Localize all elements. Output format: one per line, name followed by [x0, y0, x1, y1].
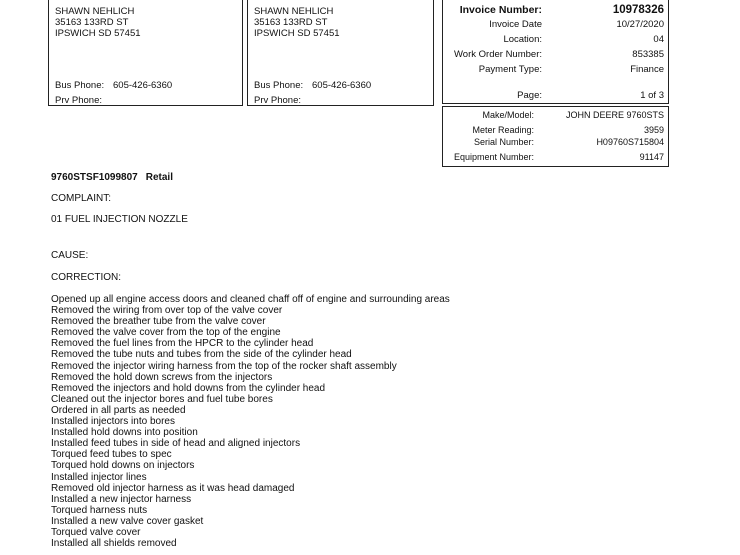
invoice-date-row	[443, 19, 668, 32]
correction-step: Installed injectors into bores	[51, 416, 175, 428]
payment-type-row	[443, 64, 668, 77]
work-order-label: Work Order Number:	[454, 49, 542, 60]
invoice-number-row	[443, 4, 668, 17]
correction-steps-list	[51, 294, 450, 549]
cause-label: CAUSE:	[51, 250, 89, 261]
correction-step: Removed the wiring from over top of the valve cover	[51, 305, 283, 317]
correction-step: Removed the injectors and hold downs from the cylinder head	[51, 382, 326, 394]
correction-step: Torqued harness nuts	[51, 504, 148, 516]
equipment-number-label: Equipment Number:	[453, 152, 534, 162]
correction-step: Torqued valve cover	[51, 526, 141, 538]
bus-phone-value: 605-426-6360	[312, 80, 372, 91]
correction-step: Removed the tube nuts and tubes from the side of the cylinder head	[51, 349, 352, 361]
invoice-number-value: 10978326	[612, 4, 664, 16]
bus-phone-label: Bus Phone:	[55, 80, 105, 91]
meter-reading-label: Meter Reading:	[472, 125, 534, 135]
serial-number-value: H09760S715804	[596, 137, 664, 147]
equipment-number-value: 91147	[639, 152, 664, 162]
correction-step: Removed the valve cover from the top of the engine	[51, 327, 281, 339]
bus-phone-value: 605-426-6360	[113, 80, 173, 91]
job-header	[51, 172, 181, 183]
page-value: 1 of 3	[640, 90, 664, 101]
correction-step: Installed hold downs into position	[51, 427, 198, 439]
equipment-info-box	[442, 106, 669, 167]
invoice-date-label: Invoice Date	[489, 19, 542, 30]
ship-to-city: IPSWICH SD 57451	[254, 28, 340, 39]
correction-step: Removed old injector harness as it was head damaged	[51, 482, 295, 494]
work-order-value: 853385	[632, 49, 664, 60]
invoice-date-value: 10/27/2020	[616, 19, 664, 30]
correction-step: Removed the injector wiring harness from the top of the rocker shaft assembly	[51, 360, 397, 372]
correction-step: Removed the hold down screws from the injectors	[51, 371, 273, 383]
make-model-row	[443, 110, 668, 123]
work-order-row	[443, 49, 668, 62]
invoice-info-box	[442, 0, 669, 104]
ship-to-street: 35163 133RD ST	[254, 17, 328, 28]
make-model-value: JOHN DEERE 9760STS	[565, 110, 664, 120]
correction-step: Torqued hold downs on injectors	[51, 460, 195, 472]
payment-type-value: Finance	[630, 64, 664, 75]
correction-step: Opened up all engine access doors and cleaned chaff off of engine and surrounding areas	[51, 294, 450, 305]
correction-step: Installed feed tubes in side of head and aligned injectors	[51, 438, 301, 450]
correction-step: Ordered in all parts as needed	[51, 404, 186, 416]
correction-step: Removed the breather tube from the valve cover	[51, 316, 266, 328]
prv-phone-label: Prv Phone:	[55, 95, 102, 106]
job-type: Retail	[145, 172, 173, 183]
complaint-item: 01 FUEL INJECTION NOZZLE	[51, 214, 188, 225]
payment-type-label: Payment Type:	[478, 64, 542, 75]
bill-to-box	[48, 0, 243, 106]
page-row	[443, 90, 668, 103]
bill-to-bus-phone	[55, 80, 173, 91]
meter-reading-value: 3959	[643, 125, 664, 135]
location-row	[443, 34, 668, 47]
correction-step: Installed injector lines	[51, 471, 147, 483]
ship-to-box	[247, 0, 434, 106]
equipment-number-row	[443, 152, 668, 165]
bill-to-address	[55, 6, 141, 39]
location-label: Location:	[503, 34, 542, 45]
bus-phone-label: Bus Phone:	[254, 80, 304, 91]
serial-number-label: Serial Number:	[473, 137, 534, 147]
bill-to-city: IPSWICH SD 57451	[55, 28, 141, 39]
correction-step: Removed the fuel lines from the HPCR to the cylinder head	[51, 338, 314, 350]
correction-step: Cleaned out the injector bores and fuel tube bores	[51, 393, 273, 405]
bill-to-street: 35163 133RD ST	[55, 17, 129, 28]
location-value: 04	[653, 34, 664, 45]
ship-to-bus-phone	[254, 80, 372, 91]
bill-to-prv-phone	[55, 95, 102, 106]
correction-label: CORRECTION:	[51, 272, 121, 283]
ship-to-address	[254, 6, 340, 39]
invoice-number-label: Invoice Number:	[459, 4, 542, 16]
correction-step: Installed a new valve cover gasket	[51, 515, 204, 527]
correction-step: Installed a new injector harness	[51, 493, 192, 505]
ship-to-prv-phone	[254, 95, 301, 106]
page-label: Page:	[517, 90, 542, 101]
make-model-label: Make/Model:	[482, 110, 534, 120]
prv-phone-label: Prv Phone:	[254, 95, 301, 106]
ship-to-name: SHAWN NEHLICH	[254, 6, 334, 17]
complaint-label: COMPLAINT:	[51, 193, 112, 204]
bill-to-name: SHAWN NEHLICH	[55, 6, 135, 17]
serial-number-row	[443, 137, 668, 150]
correction-step: Torqued feed tubes to spec	[51, 449, 172, 461]
correction-step: Installed all shields removed	[51, 538, 177, 550]
job-code: 9760STSF1099807	[51, 172, 138, 183]
